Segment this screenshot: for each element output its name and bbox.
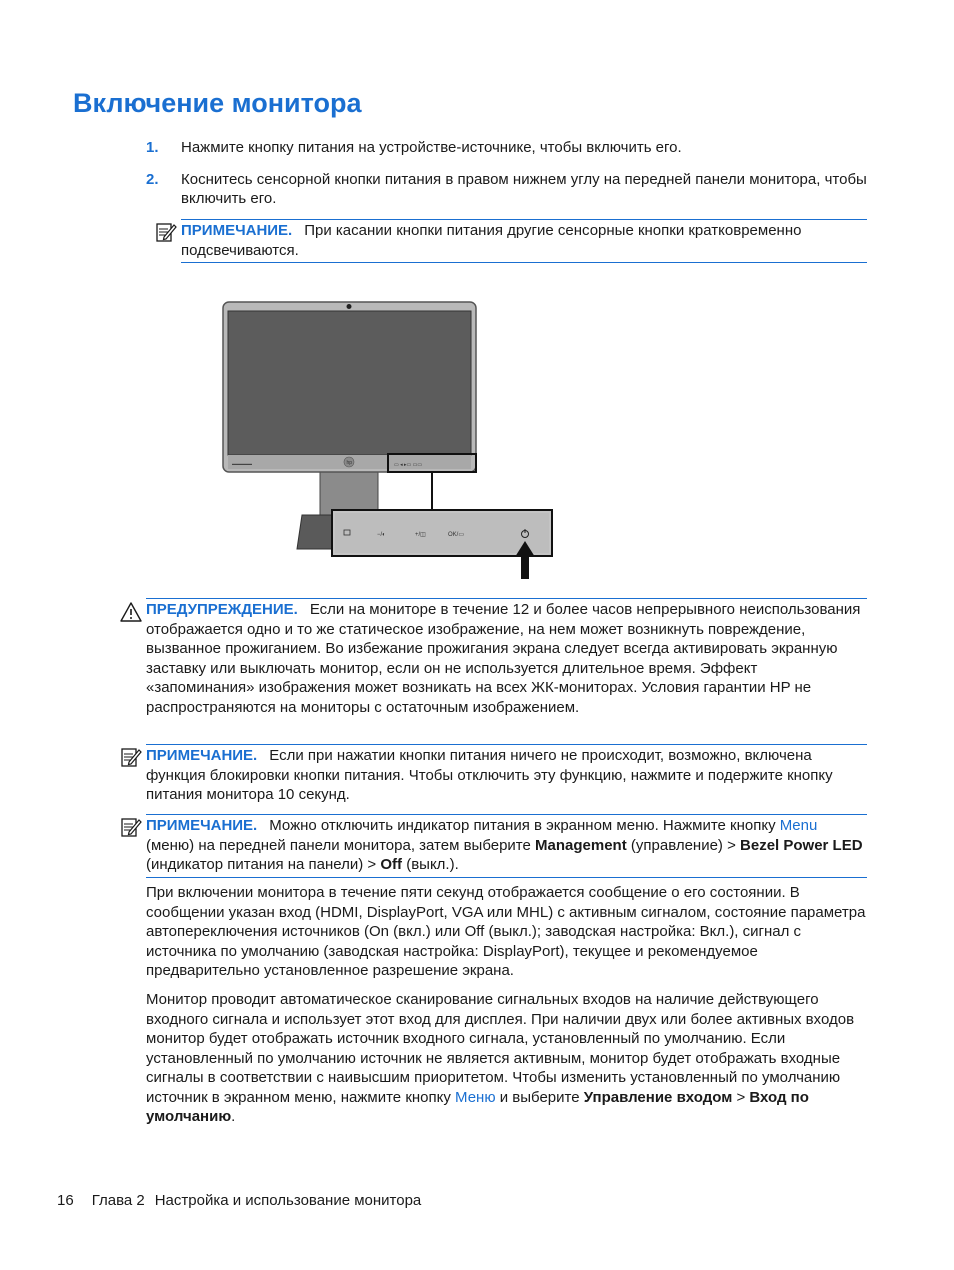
note-block [146,814,867,878]
note-text: При касании кнопки питания другие сенсорные кнопки кратковременно подсвечиваются. [181,222,802,259]
note-text: Можно отключить индикатор питания в экранном меню. Нажмите кнопку [269,817,776,834]
steps-list [146,138,874,221]
svg-text:−/◐: −/◐ [377,532,386,538]
input-scan-paragraph [146,990,870,1127]
svg-text:▭ ◂ ▸▭ ▭▭: ▭ ◂ ▸▭ ▭▭ [394,462,423,468]
note-label: ПРИМЕЧАНИЕ. [146,817,258,834]
page-footer [57,1192,421,1209]
svg-text:▬▬▬▬▬: ▬▬▬▬▬ [232,461,252,466]
default-input-term: Вход по умолчанию [146,1088,809,1125]
note-text: Если при нажатии кнопки питания ничего не происходит, возможно, включена функция блокировки кнопки питания. Чтобы отключить эту функцию, нажмите и подержите кнопку питания монитора 10 секунд. [146,747,833,803]
note-text: (выкл.). [406,856,459,873]
step-item [146,170,874,209]
note-block [146,744,867,807]
step-item [146,138,874,158]
paragraph-text: Монитор проводит автоматическое сканирование сигнальных входов на наличие действующего входного сигнала и использует этот вход для дисплея. При наличии двух или более активных входов монитор будет отображать источник входного сигнала, установленный по умолчанию. Если установленный по умолчанию источник не является активным, монитор будет отображать входные сигналы в соответствии с наивысшим приоритетом. Чтобы изменить установленный по умолчанию источник в экранном меню, нажмите кнопку [146,991,855,1106]
paragraph-text: и выберите [499,1088,580,1106]
off-term: Off [380,856,403,873]
step-text: Коснитесь сенсорной кнопки питания в правом нижнем углу на передней панели монитора, чтобы включить его. [181,170,867,207]
chapter-title: Настройка и использование монитора [154,1192,422,1209]
warning-triangle-icon [120,601,142,623]
svg-text:+/◫: +/◫ [415,532,426,538]
bezel-power-led-term: Bezel Power LED [740,836,863,854]
warning-text: Если на мониторе в течение 12 и более часов непрерывного неиспользования отображается одно и то же статическое изображение, на нем может возникнуть повреждение, вызванное прожиганием. Во избежание прожигания экрана следует всегда активировать экранную заставку или выключать монитор, если он не используется длительное время. Эффект «запоминания» изображения может возникать на всех ЖК-мониторах. Условия гарантии HP не распространяются на мониторы с остаточным изображением. [146,601,861,716]
note-block [181,219,867,263]
menu-link-ru[interactable]: Меню [455,1088,496,1106]
note-pad-icon [155,221,177,243]
separator: > [736,1088,746,1106]
menu-link[interactable]: Menu [779,817,818,834]
step-number: 2. [146,170,159,188]
paragraph-end: . [231,1108,236,1125]
management-term: Management [535,836,627,854]
note-text: (меню) на передней панели монитора, затем выберите [146,836,531,854]
svg-text:OK/▭: OK/▭ [448,532,465,538]
hp-logo-text: hp [346,460,353,466]
status-message-paragraph: При включении монитора в течение пяти секунд отображается сообщение о его состоянии. В сообщении указан вход (HDMI, DisplayPort, VGA или MHL) с активным сигналом, состояние параметра автопереключения источников (On (вкл.) или Off (выкл.); заводская настройка: Вкл.), сигнал с источника по умолчанию (заводская настройка: DisplayPort), текущее и рекомендуемое предварительно установленное разрешение экрана. [146,884,866,979]
step-text: Нажмите кнопку питания на устройстве-источнике, чтобы включить его. [181,139,682,156]
step-number: 1. [146,139,159,156]
note-label: ПРИМЕЧАНИЕ. [181,222,293,239]
page-number: 16 [57,1192,74,1209]
page-title: Включение монитора [73,88,362,118]
chapter-label: Глава 2 [91,1192,145,1209]
note-pad-icon [120,746,142,768]
note-pad-icon [120,816,142,838]
note-text: (индикатор питания на панели) > [146,856,377,873]
warning-label: ПРЕДУПРЕЖДЕНИЕ. [146,601,298,618]
warning-block [146,598,867,719]
note-text: (управление) > [630,836,736,854]
input-control-term: Управление входом [583,1088,733,1106]
note-label: ПРИМЕЧАНИЕ. [146,747,258,764]
monitor-illustration [222,299,557,581]
